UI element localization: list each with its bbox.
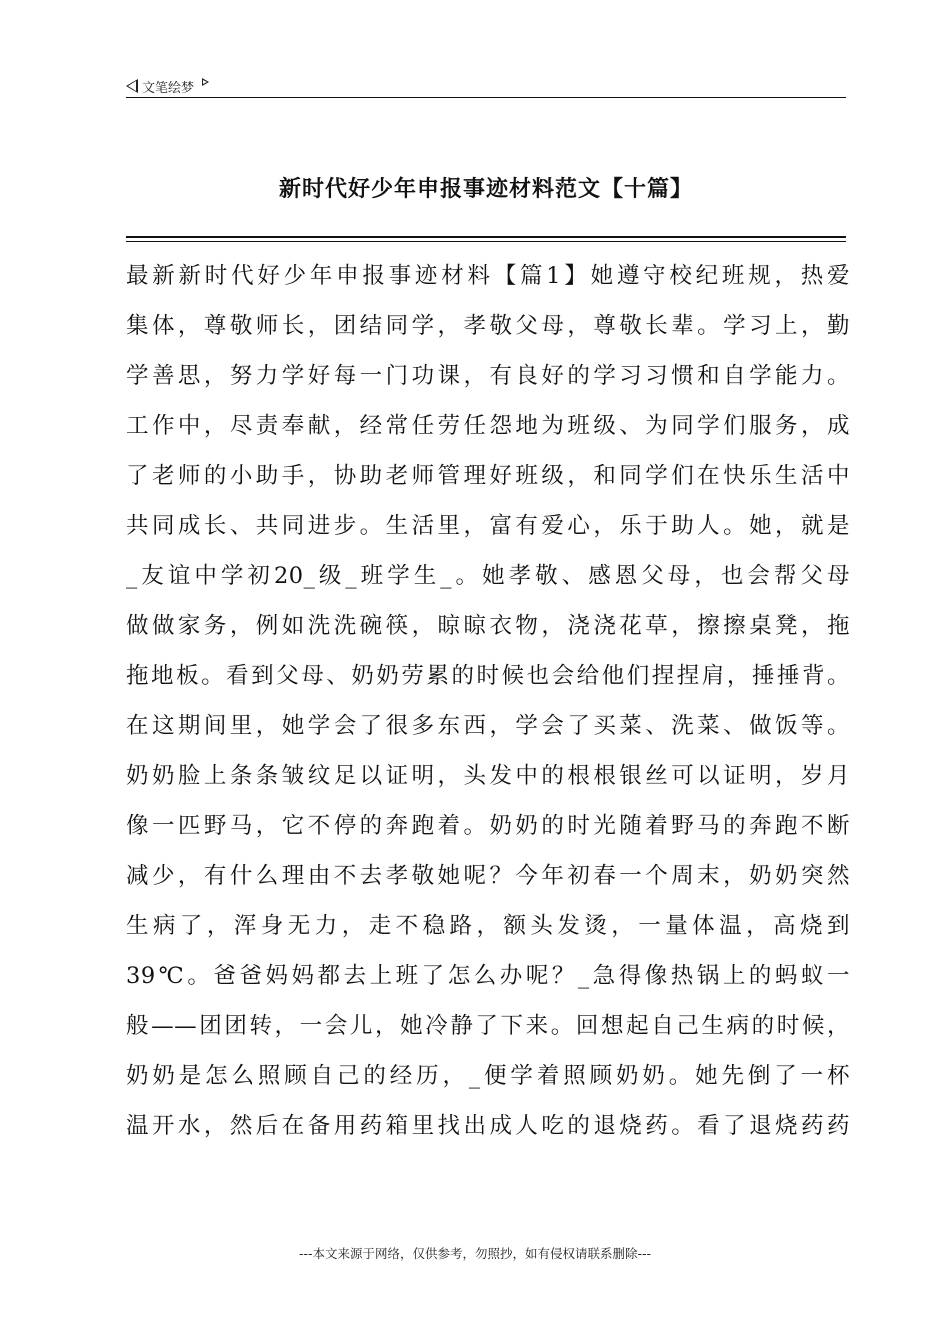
- body-line: 39℃。爸爸妈妈都去上班了怎么办呢？_急得像热锅上的蚂蚁一: [126, 963, 850, 989]
- body-line: 温开水，然后在备用药箱里找出成人吃的退烧药。看了退烧药药: [126, 1113, 850, 1139]
- body-line: 在这期间里，她学会了很多东西，学会了买菜、洗菜、做饭等。: [126, 713, 850, 739]
- body-line: _友谊中学初20_级_班学生_。她孝敬、感恩父母，也会帮父母: [126, 563, 850, 589]
- body-line: 做做家务，例如洗洗碗筷，晾晾衣物，浇浇花草，擦擦桌凳，拖: [126, 613, 850, 639]
- triangle-left-icon: [126, 79, 138, 93]
- body-line: 集体，尊敬师长，团结同学，孝敬父母，尊敬长辈。学习上，勤: [126, 313, 850, 339]
- body-line: 学善思，努力学好每一门功课，有良好的学习习惯和自学能力。: [126, 363, 850, 389]
- triangle-right-icon: [202, 78, 209, 86]
- body-line: 奶奶是怎么照顾自己的经历，_便学着照顾奶奶。她先倒了一杯: [126, 1063, 850, 1089]
- title-divider-thick: [126, 236, 846, 238]
- body-line: 奶奶脸上条条皱纹足以证明，头发中的根根银丝可以证明，岁月: [126, 763, 850, 789]
- body-line: 拖地板。看到父母、奶奶劳累的时候也会给他们捏捏肩，捶捶背。: [126, 663, 850, 689]
- body-line: 减少，有什么理由不去孝敬她呢？今年初春一个周末，奶奶突然: [126, 863, 850, 889]
- header-divider: [126, 97, 846, 98]
- body-line: 像一匹野马，它不停的奔跑着。奶奶的时光随着野马的奔跑不断: [126, 813, 850, 839]
- document-body: [126, 251, 850, 1151]
- body-line: 共同成长、共同进步。生活里，富有爱心，乐于助人。她，就是: [126, 513, 850, 539]
- body-line: 般——团团转，一会儿，她冷静了下来。回想起自己生病的时候，: [126, 1013, 850, 1039]
- footer-notice: ---本文来源于网络，仅供参考，勿照抄，如有侵权请联系删除---: [298, 1246, 652, 1261]
- header-brand: 文笔绘梦: [142, 80, 195, 96]
- body-line: 了老师的小助手，协助老师管理好班级，和同学们在快乐生活中: [126, 463, 850, 489]
- body-line: 最新新时代好少年申报事迹材料【篇1】她遵守校纪班规，热爱: [126, 263, 850, 289]
- title-divider-thin: [126, 241, 846, 242]
- document-title: 新时代好少年申报事迹材料范文【十篇】: [278, 177, 693, 202]
- body-line: 生病了，浑身无力，走不稳路，额头发烫，一量体温，高烧到: [126, 913, 850, 939]
- page-header: [126, 74, 846, 98]
- body-line: 工作中，尽责奉献，经常任劳任怨地为班级、为同学们服务，成: [126, 413, 850, 439]
